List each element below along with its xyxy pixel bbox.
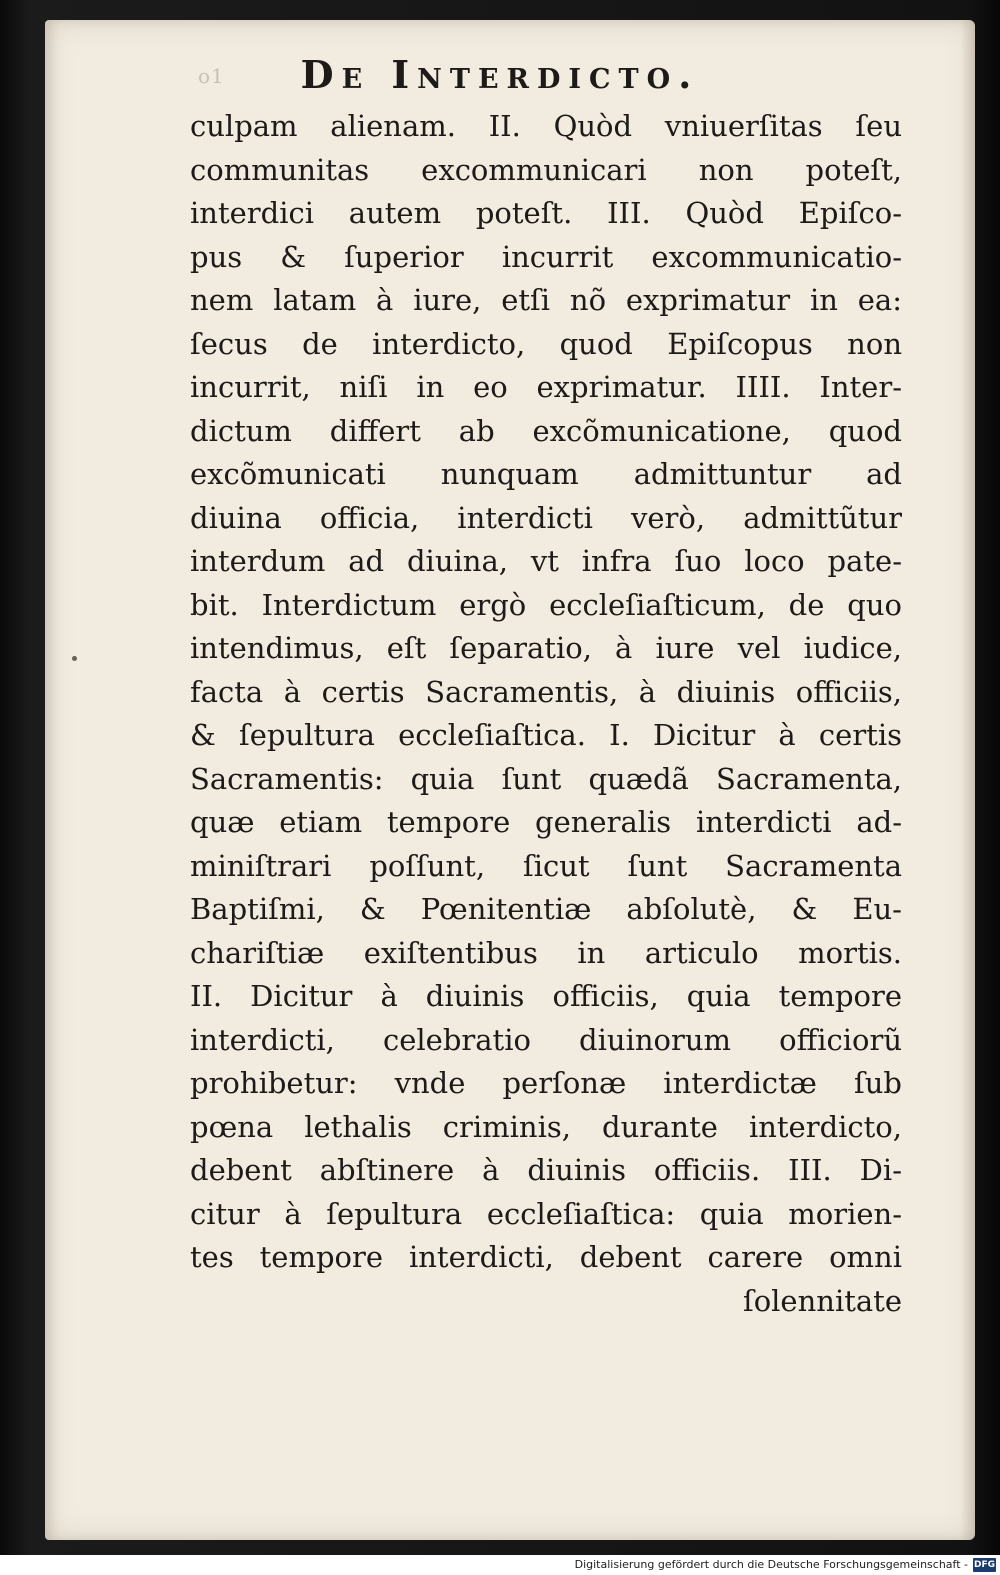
text-line: diuina officia, interdicti verò, admittũtur bbox=[190, 500, 902, 535]
text-line: & ſepultura eccleſiaſtica. I. Dicitur à certis bbox=[190, 718, 902, 752]
text-line: Sacramentis: quia ſunt quædã Sacramenta, bbox=[190, 761, 902, 796]
text-line: pœna lethalis criminis, durante interdicto, bbox=[190, 1109, 902, 1144]
text-line: interdici autem poteſt. III. Quòd Epiſco- bbox=[190, 196, 902, 230]
dfg-logo: DFG bbox=[973, 1560, 995, 1570]
text-line: incurrit, niſi in eo exprimatur. IIII. Inter- bbox=[190, 370, 902, 404]
text-line: interdum ad diuina, vt infra ſuo loco pate- bbox=[190, 544, 902, 578]
text-line: interdicti, celebratio diuinorum officiorũ bbox=[190, 1022, 902, 1057]
page-number-faded: o1 bbox=[198, 64, 225, 88]
text-line: tes tempore interdicti, debent carere omni bbox=[190, 1240, 902, 1274]
running-head: De Interdicto. bbox=[300, 52, 700, 97]
text-line: communitas excommunicari non poteſt, bbox=[190, 152, 902, 187]
text-line: citur à ſepultura eccleſiaſtica: quia morien- bbox=[190, 1196, 902, 1231]
text-line: bit. Interdictum ergò eccleſiaſticum, de quo bbox=[190, 587, 902, 622]
text-line: excõmunicati nunquam admittuntur ad bbox=[190, 457, 902, 491]
margin-ink-spot bbox=[72, 656, 77, 661]
funding-notice: Digitalisierung gefördert durch die Deutsche Forschungsgemeinschaft - bbox=[574, 1558, 968, 1571]
body-text bbox=[190, 105, 902, 1323]
text-line: chariſtiæ exiſtentibus in articulo mortis. bbox=[190, 935, 902, 970]
text-line: culpam alienam. II. Quòd vniuerſitas ſeu bbox=[190, 109, 902, 143]
text-line: quæ etiam tempore generalis interdicti ad- bbox=[190, 805, 902, 839]
text-line: debent abſtinere à diuinis officiis. III. Di- bbox=[190, 1153, 902, 1187]
text-line: nem latam à iure, etſi nõ exprimatur in ea: bbox=[190, 283, 902, 317]
text-line: intendimus, eſt ſeparatio, à iure vel iudice, bbox=[190, 631, 902, 665]
catchword: ſolennitate bbox=[742, 1283, 902, 1318]
text-line: Baptiſmi, & Pœnitentiæ abſolutè, & Eu- bbox=[190, 892, 902, 926]
text-line: pus & ſuperior incurrit excommunicatio- bbox=[190, 239, 902, 274]
text-line: prohibetur: vnde perſonæ interdictæ ſub bbox=[190, 1066, 902, 1100]
text-line: miniſtrari poſſunt, ſicut ſunt Sacramenta bbox=[190, 848, 902, 883]
text-line: II. Dicitur à diuinis officiis, quia tempore bbox=[190, 979, 902, 1013]
text-line: ſecus de interdicto, quod Epiſcopus non bbox=[190, 326, 902, 361]
text-line: dictum differt ab excõmunicatione, quod bbox=[190, 413, 902, 448]
text-line: facta à certis Sacramentis, à diuinis officiis, bbox=[190, 674, 902, 709]
